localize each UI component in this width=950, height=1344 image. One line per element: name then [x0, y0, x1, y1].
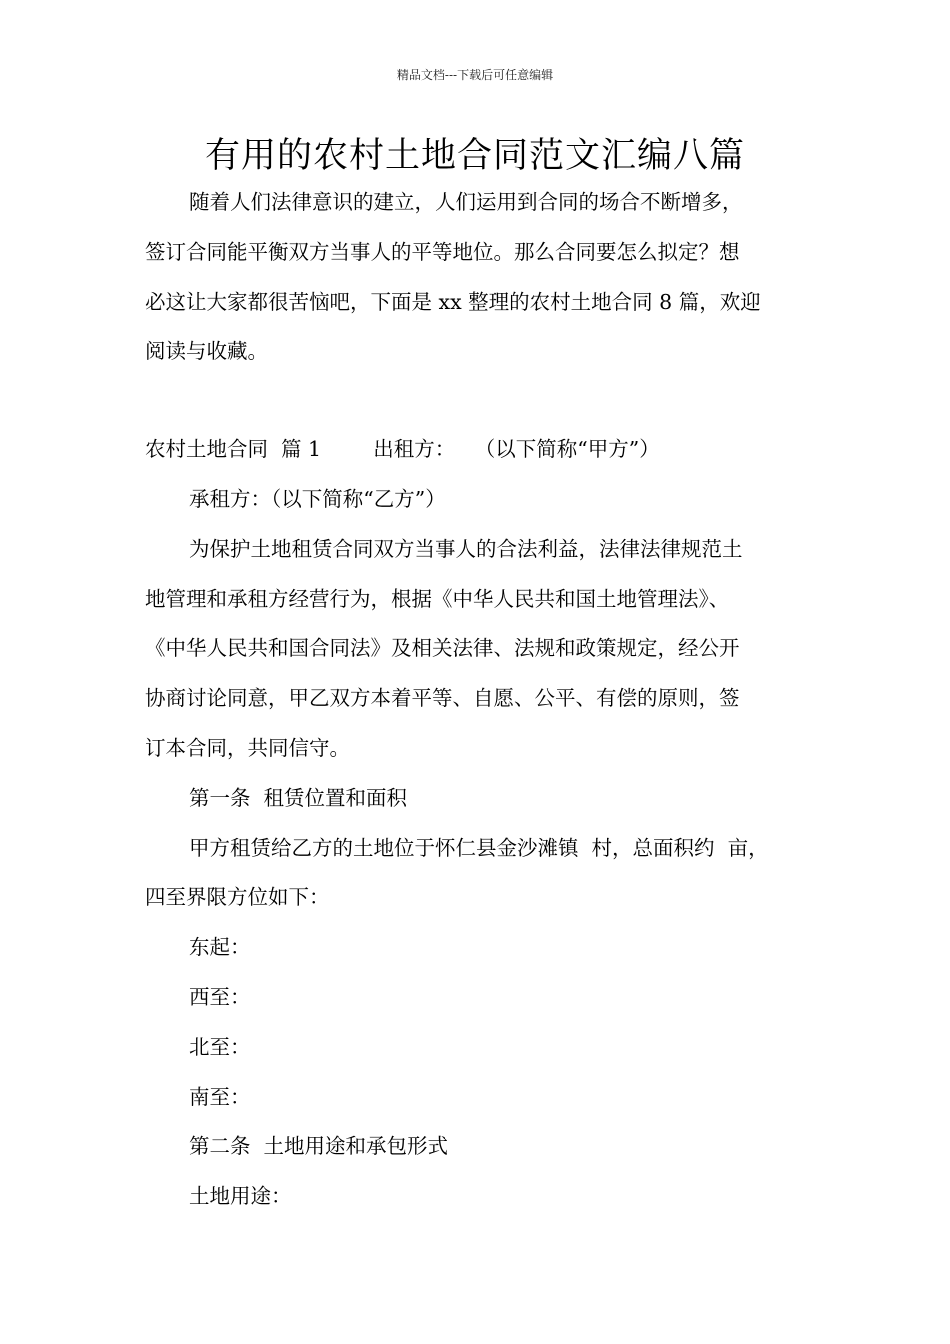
boundary-north: 北至：	[189, 1034, 251, 1059]
boundary-east: 东起：	[189, 935, 251, 960]
contract-line: 承租方：（以下简称“乙方”）	[189, 486, 446, 511]
contract-line: 土地用途：	[189, 1184, 292, 1209]
intro-line: 签订合同能平衡双方当事人的平等地位。那么合同要怎么拟定？想	[145, 239, 740, 264]
contract-line: 为保护土地租赁合同双方当事人的合法利益，法律法律规范土	[189, 536, 743, 561]
page-header: 精品文档---下载后可任意编辑	[396, 68, 554, 82]
contract-line: 协商讨论同意，甲乙双方本着平等、自愿、公平、有偿的原则，签	[145, 686, 740, 711]
article-heading: 第一条 租赁位置和面积	[189, 785, 408, 810]
boundary-south: 南至：	[189, 1084, 251, 1109]
article-heading: 第二条 土地用途和承包形式	[189, 1134, 449, 1159]
contract-heading-line: 农村土地合同 篇 1 出租方： （以下简称“甲方”）	[145, 437, 660, 462]
contract-line: 订本合同，共同信守。	[145, 735, 350, 760]
contract-line: 甲方租赁给乙方的土地位于怀仁县金沙滩镇 村，总面积约 亩，	[189, 835, 769, 860]
contract-line: 四至界限方位如下：	[145, 885, 330, 910]
document-title: 有用的农村土地合同范文汇编八篇	[204, 136, 745, 176]
boundary-west: 西至：	[189, 984, 251, 1009]
intro-line: 必这让大家都很苦恼吧，下面是 xx 整理的农村土地合同 8 篇，欢迎	[145, 289, 761, 314]
contract-line: 地管理和承租方经营行为，根据《中华人民共和国土地管理法》、	[145, 586, 730, 611]
intro-line: 阅读与收藏。	[145, 339, 268, 364]
document-body	[145, 178, 810, 1222]
paragraph-gap	[145, 377, 810, 425]
intro-line: 随着人们法律意识的建立，人们运用到合同的场合不断增多，	[189, 190, 743, 214]
contract-line: 《中华人民共和国合同法》及相关法律、法规和政策规定，经公开	[145, 636, 740, 661]
